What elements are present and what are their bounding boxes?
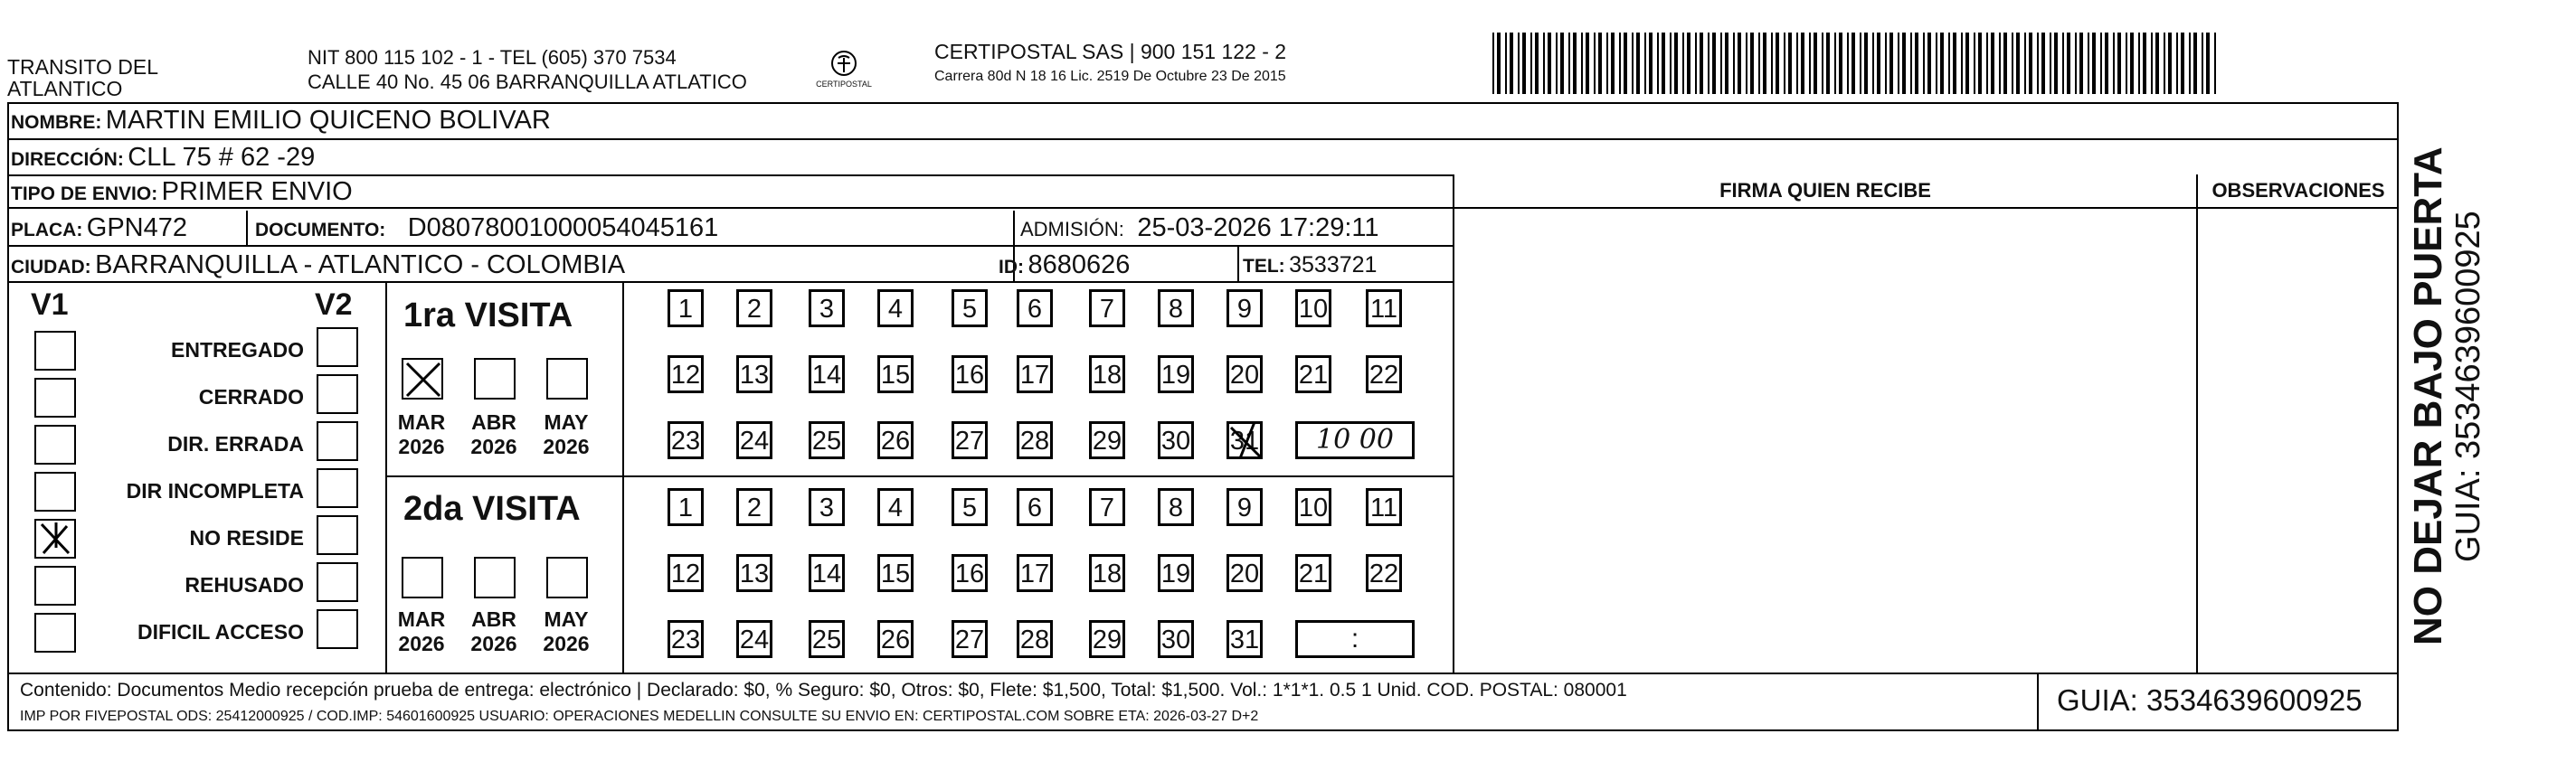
day-box[interactable]: 31 [1226,421,1263,459]
documento-row [255,213,718,243]
day-box[interactable]: 24 [736,620,772,658]
time-field[interactable]: 10 00 [1295,421,1415,459]
status-v1-checkbox[interactable] [34,331,76,371]
day-box[interactable]: 5 [952,488,988,526]
courier-name: CERTIPOSTAL SAS | 900 151 122 - 2 [934,40,1287,63]
org-line-1: TRANSITO DEL [7,55,158,79]
day-box[interactable]: 28 [1017,620,1053,658]
tipo-envio-value: PRIMER ENVIO [161,177,353,206]
month-name: MAR [397,410,446,434]
direccion-label: DIRECCIÓN: [11,149,124,170]
documento-label: DOCUMENTO: [255,220,386,240]
month-label [467,607,521,656]
status-v2-checkbox[interactable] [317,515,358,555]
status-v2-checkbox[interactable] [317,374,358,414]
day-box[interactable]: 17 [1017,355,1053,393]
checkmark-icon [36,521,74,557]
month-label [539,410,593,459]
day-box[interactable]: 7 [1089,488,1125,526]
v2-label: V2 [315,287,353,322]
tel-label: TEL: [1243,256,1285,277]
day-box[interactable]: 7 [1089,289,1125,327]
day-box[interactable]: 29 [1089,421,1125,459]
day-box[interactable]: 29 [1089,620,1125,658]
day-box[interactable]: 19 [1158,355,1194,393]
day-box[interactable]: 9 [1226,488,1263,526]
sidebar-guia: GUIA: 3534639600925 [2449,211,2487,562]
id-row [999,250,1130,280]
month-name: ABR [471,607,516,631]
admision-value: 25-03-2026 17:29:11 [1137,213,1379,242]
ciudad-row [11,250,625,280]
day-box[interactable]: 12 [668,554,704,592]
day-box[interactable]: 23 [668,620,704,658]
month-year: 2026 [470,632,517,655]
day-box[interactable]: 22 [1366,355,1402,393]
placa-value: GPN472 [86,213,188,242]
month-label [539,607,593,656]
day-box[interactable]: 8 [1158,488,1194,526]
month-year: 2026 [470,435,517,458]
org-contact [308,45,747,94]
tel-row [1243,252,1377,278]
day-box[interactable]: 19 [1158,554,1194,592]
status-label: CERRADO [198,385,304,409]
status-label: DIFICIL ACCESO [137,620,304,644]
status-v1-checkbox[interactable] [34,472,76,512]
day-box[interactable]: 16 [952,554,988,592]
day-box[interactable]: 3 [809,488,845,526]
day-box[interactable]: 10 [1295,289,1331,327]
placa-row [11,213,187,243]
visit1-title: 1ra VISITA [403,296,573,334]
day-box[interactable]: 26 [877,620,914,658]
day-box[interactable]: 26 [877,421,914,459]
month-checkbox[interactable] [546,358,588,400]
month-name: MAY [544,607,589,631]
day-box[interactable]: 11 [1366,289,1402,327]
month-name: MAY [544,410,589,434]
day-box[interactable]: 17 [1017,554,1053,592]
month-year: 2026 [543,632,590,655]
status-v1-checkbox[interactable] [34,613,76,653]
direccion-row [11,143,315,173]
day-box[interactable]: 21 [1295,554,1331,592]
day-box[interactable]: 18 [1089,355,1125,393]
ciudad-value: BARRANQUILLA - ATLANTICO - COLOMBIA [95,250,626,279]
day-box[interactable]: 13 [736,554,772,592]
status-v2-checkbox[interactable] [317,327,358,367]
v1-label: V1 [31,287,69,322]
org-line-2: ATLANTICO [7,77,123,100]
day-box[interactable]: 4 [877,488,914,526]
day-box[interactable]: 8 [1158,289,1194,327]
day-box[interactable]: 3 [809,289,845,327]
day-box[interactable]: 5 [952,289,988,327]
status-label: ENTREGADO [171,338,304,362]
month-name: ABR [471,410,516,434]
day-box[interactable]: 31 [1226,620,1263,658]
status-v1-checkbox[interactable] [34,425,76,465]
day-box[interactable]: 6 [1017,488,1053,526]
day-box[interactable]: 2 [736,289,772,327]
checkmark-icon [403,360,441,398]
day-box[interactable]: 20 [1226,554,1263,592]
time-field[interactable]: : [1295,620,1415,658]
documento-value: D08078001000054045161 [407,213,719,242]
month-year: 2026 [398,435,445,458]
month-year: 2026 [398,632,445,655]
day-box[interactable]: 15 [877,554,914,592]
month-year: 2026 [543,435,590,458]
day-box[interactable]: 16 [952,355,988,393]
status-v1-checkbox[interactable] [34,378,76,418]
month-checkbox[interactable] [474,358,516,400]
id-label: ID: [999,257,1024,278]
imp-text: IMP POR FIVEPOSTAL ODS: 25412000925 / COD.IMP: 54601600925 USUARIO: OPERACIONES MEDELLIN CONSULTE SU ENVIO EN: CERTIPOSTAL.COM SOBRE ETA: 2026-03-27 D+2 [20,709,1259,724]
org-name [7,56,206,99]
contenido-text: Contenido: Documentos Medio recepción prueba de entrega: electrónico | Declarado: $0, % Seguro: $0, Otros: $0, Flete: $1,500, Total: $1,500. Vol.: 1*1*1. 0.5 1 Unid. COD. POSTAL: 080001 [20,680,1627,701]
month-checkbox[interactable] [474,557,516,598]
barcode [1492,33,2223,94]
month-checkbox[interactable] [402,358,443,400]
courier-address: Carrera 80d N 18 16 Lic. 2519 De Octubre 23 De 2015 [934,69,1286,84]
observaciones-header: OBSERVACIONES [2211,179,2385,202]
month-checkbox[interactable] [546,557,588,598]
direccion-value: CLL 75 # 62 -29 [128,143,316,172]
footer-guia: GUIA: 3534639600925 [2057,683,2363,717]
nombre-row [11,106,551,136]
month-label [394,410,449,459]
day-box[interactable]: 20 [1226,355,1263,393]
day-box[interactable]: 27 [952,620,988,658]
day-box[interactable]: 21 [1295,355,1331,393]
day-box[interactable]: 25 [809,620,845,658]
address-line: CALLE 40 No. 45 06 BARRANQUILLA ATLATICO [308,71,747,93]
day-box[interactable]: 24 [736,421,772,459]
visit2-title: 2da VISITA [403,490,581,528]
ciudad-label: CIUDAD: [11,257,91,278]
day-box[interactable]: 14 [809,355,845,393]
status-label: NO RESIDE [189,526,304,550]
day-box[interactable]: 23 [668,421,704,459]
status-v2-checkbox[interactable] [317,609,358,649]
id-value: 8680626 [1028,250,1131,279]
status-label: DIR. ERRADA [167,432,304,456]
tel-value: 3533721 [1289,252,1378,278]
day-box[interactable]: 30 [1158,620,1194,658]
day-box[interactable]: 12 [668,355,704,393]
placa-label: PLACA: [11,220,83,240]
status-label: DIR INCOMPLETA [126,479,304,503]
month-checkbox[interactable] [402,557,443,598]
day-box[interactable]: 4 [877,289,914,327]
day-box[interactable]: 27 [952,421,988,459]
checkmark-icon [1227,419,1264,462]
admision-label: ADMISIÓN: [1020,218,1124,240]
day-box[interactable]: 2 [736,488,772,526]
status-label: REHUSADO [185,573,304,597]
month-label [394,607,449,656]
tipo-envio-label: TIPO DE ENVIO: [11,183,158,204]
no-dejar-warning: NO DEJAR BAJO PUERTA [2406,146,2450,645]
month-label [467,410,521,459]
status-v2-checkbox[interactable] [317,468,358,508]
nombre-value: MARTIN EMILIO QUICENO BOLIVAR [105,106,551,135]
status-v1-checkbox[interactable] [34,566,76,606]
day-box[interactable]: 15 [877,355,914,393]
status-v2-checkbox[interactable] [317,562,358,602]
firma-header: FIRMA QUIEN RECIBE [1719,179,1931,202]
day-box[interactable]: 25 [809,421,845,459]
day-box[interactable]: 30 [1158,421,1194,459]
day-box[interactable]: 11 [1366,488,1402,526]
day-box[interactable]: 13 [736,355,772,393]
month-name: MAR [397,607,446,631]
day-box[interactable]: 9 [1226,289,1263,327]
status-v1-checkbox[interactable] [34,519,76,559]
day-box[interactable]: 18 [1089,554,1125,592]
day-box[interactable]: 14 [809,554,845,592]
nit-line: NIT 800 115 102 - 1 - TEL (605) 370 7534 [308,46,677,69]
day-box[interactable]: 1 [668,289,704,327]
day-box[interactable]: 22 [1366,554,1402,592]
day-box[interactable]: 28 [1017,421,1053,459]
day-box[interactable]: 6 [1017,289,1053,327]
day-box[interactable]: 1 [668,488,704,526]
status-v2-checkbox[interactable] [317,421,358,461]
logo-text: CERTIPOSTAL [816,80,872,89]
certipostal-logo [794,45,894,98]
day-box[interactable]: 10 [1295,488,1331,526]
tipo-envio-row [11,177,353,207]
nombre-label: NOMBRE: [11,112,102,133]
admision-row [1020,213,1379,243]
